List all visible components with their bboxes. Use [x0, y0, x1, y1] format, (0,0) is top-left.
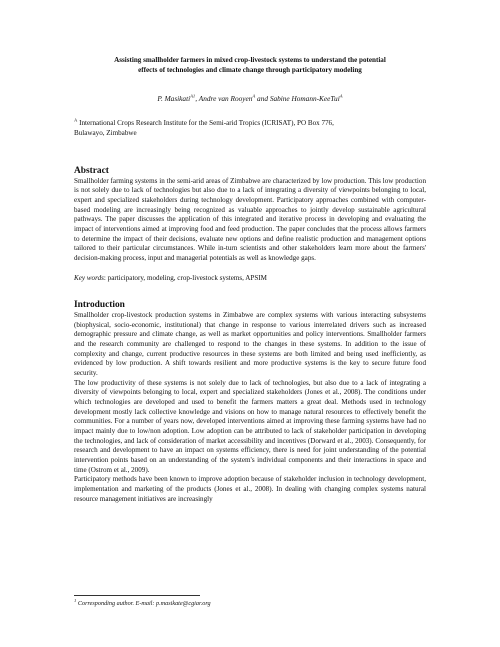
footnote — [74, 595, 426, 608]
author-3-marker: A — [339, 93, 343, 99]
title-line-2: effects of technologies and climate change through participatory modeling — [138, 65, 362, 74]
footnote-marker: 1 — [74, 597, 77, 603]
author-1-name: P. Masikati — [157, 94, 191, 104]
paper-title — [74, 56, 426, 75]
author-2-marker: A — [252, 93, 256, 99]
author-3-name: Sabine Homann-KeeTui — [269, 94, 340, 104]
introduction-heading: Introduction — [74, 300, 125, 311]
author-list — [74, 94, 426, 104]
author-separator-1: , — [195, 94, 199, 104]
affiliation-line-1-text: International Crops Research Institute for the Semi-arid Tropics (ICRISAT), PO Box 776, — [79, 119, 334, 128]
affiliation — [74, 119, 426, 138]
keywords-label: Key words — [74, 273, 104, 282]
introduction-paragraph-3: Participatory methods have been known to improve adoption because of stakeholder inclusion in technology development, implementation and marketing of the products (Jones et al., 2008). In dealing with changing complex systems natural resource management initiatives are increasingly — [74, 475, 426, 503]
abstract-heading: Abstract — [74, 165, 109, 176]
keywords-separator: : — [103, 273, 108, 282]
author-separator-2: and — [255, 94, 270, 104]
affiliation-line-2: Bulawayo, Zimbabwe — [74, 128, 137, 137]
affiliation-line-1 — [74, 119, 426, 129]
footnote-divider — [74, 595, 200, 596]
affiliation-marker: A — [74, 117, 78, 123]
paper-page — [74, 56, 426, 504]
author-2-name: Andre van Rooyen — [198, 94, 253, 104]
introduction-paragraph-2: The low productivity of these systems is not solely due to lack of technologies, but also due to a lack of integrating a diversity of viewpoints belonging to local, expert and specialized stakeholders (Jones et al., 2008). The conditions under which technologies are developed and used to benefit the farmers matters a great deal. Methods used in technology development mostly lack collective knowledge and visions on how to manage natural resources to effectively benefit the communities. For a number of years now, developed interventions aimed at improving these farming systems have had no impact mainly due to low/non adoption. Low adoption can be attributed to lack of stakeholder participation in developing the technologies, and lack of consideration of market accessibility and incentives (Dorward et al., 2003). Consequently, for research and development to have an impact on systems efficiency, there is need for joint understanding of the potential intervention points based on an understanding of the system's individual components and their interactions in space and time (Ostrom et al., 2009). — [74, 378, 426, 474]
keywords-text: participatory, modeling, crop-livestock systems, APSIM — [107, 273, 267, 282]
abstract-text: Smallholder farming systems in the semi-arid areas of Zimbabwe are characterized by low production. This low production is not solely due to lack of technologies but also due to a lack of integrating a diversity of viewpoints belonging to local, expert and specialized stakeholders during technology development. Participatory approaches combined with computer-based modeling are increasingly being recognized as valuable approaches to jointly develop sustainable agricultural pathways. The paper discusses the application of this integrated and iterative process in developing and evaluating the impact of interventions aimed at improving food and feed production. The paper concludes that the process allows farmers to determine the impact of their decisions, evaluate new options and define realistic production and management options tailored to their particular circumstances. While in-turn scientists and other stakeholders learn more about the farmers' decision-making process, input and managerial potentials as well as knowledge gaps. — [74, 176, 426, 262]
introduction-paragraph-1: Smallholder crop-livestock production systems in Zimbabwe are complex systems with various interacting subsystems (biophysical, socio-economic, institutional) that change in response to various interrelated drivers such as increased demographic pressure and climate change, as well as market opportunities and policy interventions. Smallholder farmers and the research community are challenged to respond to the changes in these systems. In addition to the issue of complexity and change, current productive resources in these systems are both limited and being used inefficiently, as evidenced by low production. A shift towards resilient and more productive systems is the key to secure future food security. — [74, 311, 426, 378]
footnote-content: Corresponding author. E-mail: p.masikate@cgiar.org — [76, 600, 211, 607]
author-1-marker: A1 — [190, 93, 196, 99]
footnote-text — [74, 597, 426, 608]
title-line-1: Assisting smallholder farmers in mixed crop-livestock systems to understand the potential — [114, 56, 386, 64]
keywords — [74, 274, 426, 284]
